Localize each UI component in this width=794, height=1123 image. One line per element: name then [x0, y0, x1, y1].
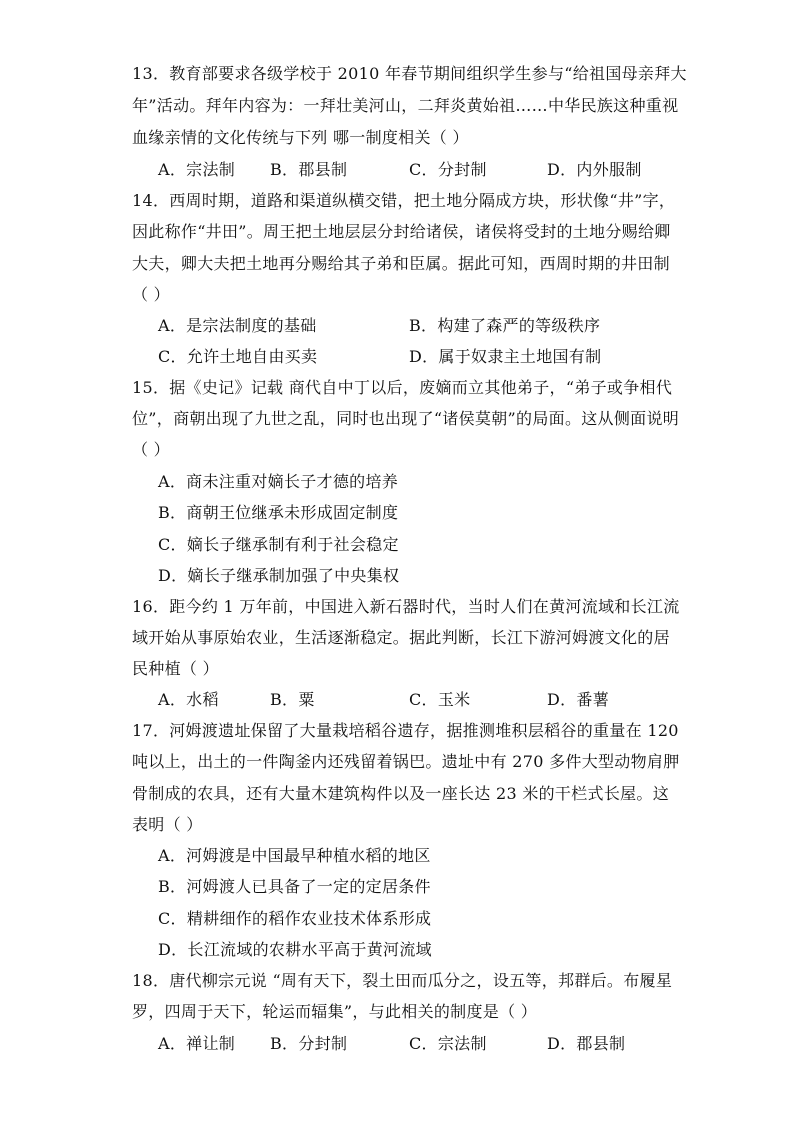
q13-option-a[interactable]: A．宗法制	[158, 160, 236, 179]
q16-option-c[interactable]: C．玉米	[409, 690, 471, 709]
q14-option-a[interactable]: A．是宗法制度的基础	[158, 316, 317, 335]
q17-text-line-2: 吨以上，出土的一件陶釜内还残留着锅巴。遗址中有 270 多件大型动物肩胛	[132, 752, 680, 771]
q18-text-line-1: 18．唐代柳宗元说 “周有天下，裂土田而瓜分之，设五等，邦群后。布履星	[132, 971, 673, 990]
q16-option-d[interactable]: D．番薯	[547, 690, 610, 709]
q17-text-line-1: 17．河姆渡遗址保留了大量栽培稻谷遗存，据推测堆积层稻谷的重量在 120	[132, 721, 679, 740]
q16-option-b[interactable]: B．粟	[270, 690, 315, 709]
q18-option-c[interactable]: C．宗法制	[409, 1034, 487, 1053]
q15-option-d[interactable]: D．嫡长子继承制加强了中央集权	[158, 566, 400, 585]
q18-option-b[interactable]: B．分封制	[270, 1034, 348, 1053]
q17-option-d[interactable]: D．长江流域的农耕水平高于黄河流域	[158, 940, 432, 959]
q15-option-c[interactable]: C．嫡长子继承制有利于社会稳定	[158, 535, 399, 554]
q13-option-c[interactable]: C．分封制	[409, 160, 487, 179]
q18-option-d[interactable]: D．郡县制	[547, 1034, 626, 1053]
q13-text-line-3: 血缘亲情的文化传统与下列 哪一制度相关（ ）	[132, 128, 469, 147]
q14-text-line-4: （ ）	[132, 285, 170, 304]
q14-text-line-1: 14．西周时期，道路和渠道纵横交错，把土地分隔成方块，形状像“井”字，	[132, 191, 676, 210]
q17-option-c[interactable]: C．精耕细作的稻作农业技术体系形成	[158, 909, 432, 928]
q14-text-line-3: 大夫，卿大夫把土地再分赐给其子弟和臣属。据此可知，西周时期的井田制	[132, 254, 670, 273]
q17-option-b[interactable]: B．河姆渡人已具备了一定的定居条件	[158, 877, 431, 896]
q15-text-line-3: （ ）	[132, 440, 170, 459]
q17-text-line-4: 表明（ ）	[132, 815, 203, 834]
q16-text-line-1: 16．距今约 1 万年前，中国进入新石器时代，当时人们在黄河流域和长江流	[132, 597, 680, 616]
q14-text-line-2: 因此称作“井田”。周王把土地层层分封给诸侯，诸侯将受封的土地分赐给卿	[132, 222, 671, 241]
q17-text-line-3: 骨制成的农具，还有大量木建筑构件以及一座长达 23 米的干栏式长屋。这	[132, 784, 670, 803]
q13-text-line-1: 13．教育部要求各级学校于 2010 年春节期间组织学生参与“给祖国母亲拜大	[132, 64, 687, 83]
q15-option-b[interactable]: B．商朝王位继承未形成固定制度	[158, 503, 399, 522]
q17-option-a[interactable]: A．河姆渡是中国最早种植水稻的地区	[158, 846, 431, 865]
q15-option-a[interactable]: A．商未注重对嫡长子才德的培养	[158, 472, 399, 491]
q14-option-b[interactable]: B．构建了森严的等级秩序	[409, 316, 601, 335]
q13-option-d[interactable]: D．内外服制	[547, 160, 642, 179]
q18-text-line-2: 罗，四周于天下，轮运而辐集”，与此相关的制度是（ ）	[132, 1002, 538, 1021]
q18-option-a[interactable]: A．禅让制	[158, 1034, 236, 1053]
q14-option-d[interactable]: D．属于奴隶主土地国有制	[409, 347, 602, 366]
q14-option-c[interactable]: C．允许土地自由买卖	[158, 347, 318, 366]
q15-text-line-1: 15．据《史记》记载 商代自中丁以后，废嫡而立其他弟子，“弟子或争相代	[132, 378, 673, 397]
q13-text-line-2: 年”活动。拜年内容为：一拜壮美河山，二拜炎黄始祖……中华民族这种重视	[132, 96, 679, 115]
q16-option-a[interactable]: A．水稻	[158, 690, 219, 709]
q15-text-line-2: 位”，商朝出现了九世之乱，同时也出现了“诸侯莫朝”的局面。这从侧面说明	[132, 409, 680, 428]
q16-text-line-3: 民种植（ ）	[132, 659, 219, 678]
q13-option-b[interactable]: B．郡县制	[270, 160, 348, 179]
q16-text-line-2: 域开始从事原始农业，生活逐渐稳定。据此判断，长江下游河姆渡文化的居	[132, 628, 670, 647]
